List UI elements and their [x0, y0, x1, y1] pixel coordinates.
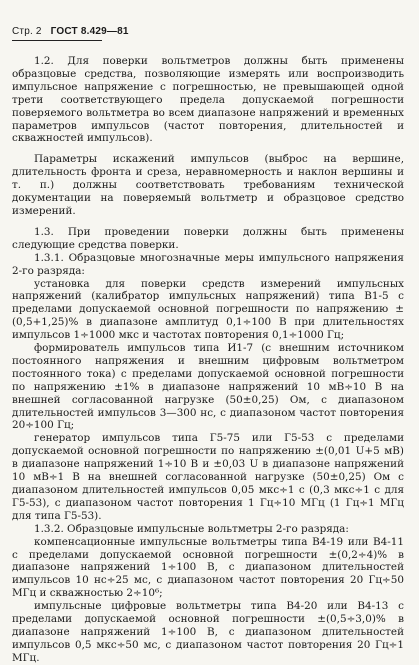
paragraph-1-3-1: 1.3.1. Образцовые многозначные меры импульсного напряжения 2-го разряда:	[12, 251, 404, 277]
paragraph-generator-g5: генератор импульсов типа Г5-75 или Г5-53 с пределами допускаемой основной погрешности по напряжению ±(0,01 U+5 мВ) в диапазоне напряжений 1÷10 В и ±0,03 U в диапазоне напряжений 10 мВ÷1 В на внешней согласованной нагрузке (50±0,25) Ом с диапазоном длительностей импульсов 0,05 мкс÷1 с (0,3 мкс÷1 с для Г5-53), с диапазоном частот повторения 1 Гц÷10 МГц (1 Гц÷1 МГц для типа Г5-53).	[12, 432, 404, 522]
paragraph-1-3-2: 1.3.2. Образцовые импульсные вольтметры 2-го разряда:	[34, 522, 349, 535]
paragraph-digital-voltmeters: импульсные цифровые вольтметры типа В4-20 или В4-13 с пределами допускаемой основной погрешности ±(0,5÷3,0)% в диапазоне напряжений 1÷100 В, с диапазоном длительностей импульсов 0,5 мкс÷50 мс, с диапазоном частот повторения 20 Гц÷1 МГц.	[12, 600, 404, 664]
document-body	[12, 55, 404, 665]
paragraph-compensation-voltmeters: компенсационные импульсные вольтметры типа В4-19 или В4-11 с пределами допускаемой основной погрешности ±(0,2÷4)% в диапазоне напряжений 1÷100 В, с диапазоном длительностей импульсов 10 нс÷25 мс, с диапазоном частот повторения 20 Гц÷50 МГц и скважностью 2÷10⁶;	[12, 535, 404, 600]
paragraph-shaper-i1-7: формирователь импульсов типа И1-7 (с внешним источником постоянного напряжения и внешним цифровым вольтметром постоянного тока) с пределами допускаемой основной погрешности по напряжению ±1% в диапазоне напряжений 10 мВ÷10 В на внешней согласованной нагрузке (50±0,25) Ом, с диапазоном длительностей импульсов 3—300 нс, с диапазоном частот повторения 20÷100 Гц;	[12, 342, 404, 432]
page-number: Стр. 2	[12, 26, 42, 37]
standard-code: ГОСТ 8.429—81	[50, 26, 129, 37]
paragraph-1-2: 1.2. Для поверки вольтметров должны быть применены образцовые средства, позволяющие измерять или воспроизводить импульсное напряжение с погрешностью, не превышающей одной трети соответствующего предела допускаемой погрешности поверяемого вольтметра во всем диапазоне напряжений и временных параметров импульсов (частот повторения, длительностей и скважностей импульсов).	[12, 55, 404, 145]
header-rule	[12, 40, 102, 41]
paragraph-1-3: 1.3. При проведении поверки должны быть применены следующие средства поверки.	[12, 225, 404, 251]
paragraph-calibrator-b1-5: установка для поверки средств измерений импульсных напряжений (калибратор импульсных напряжений) типа В1-5 с пределами допускаемой основной погрешности по напряжению ±(0,5+1,25)% в диапазоне амплитуд 0,1÷100 В при длительностях импульсов 1÷1000 мкс и частотах повторения 0,1÷1000 Гц;	[12, 277, 404, 342]
paragraph-distortion-params: Параметры искажений импульсов (выброс на вершине, длительность фронта и среза, неравномерность и наклон вершины и т. п.) должны соответствовать требованиям технической документации на поверяемый вольтметр и образцовое средство измерений.	[12, 153, 404, 217]
page-header	[12, 26, 129, 37]
